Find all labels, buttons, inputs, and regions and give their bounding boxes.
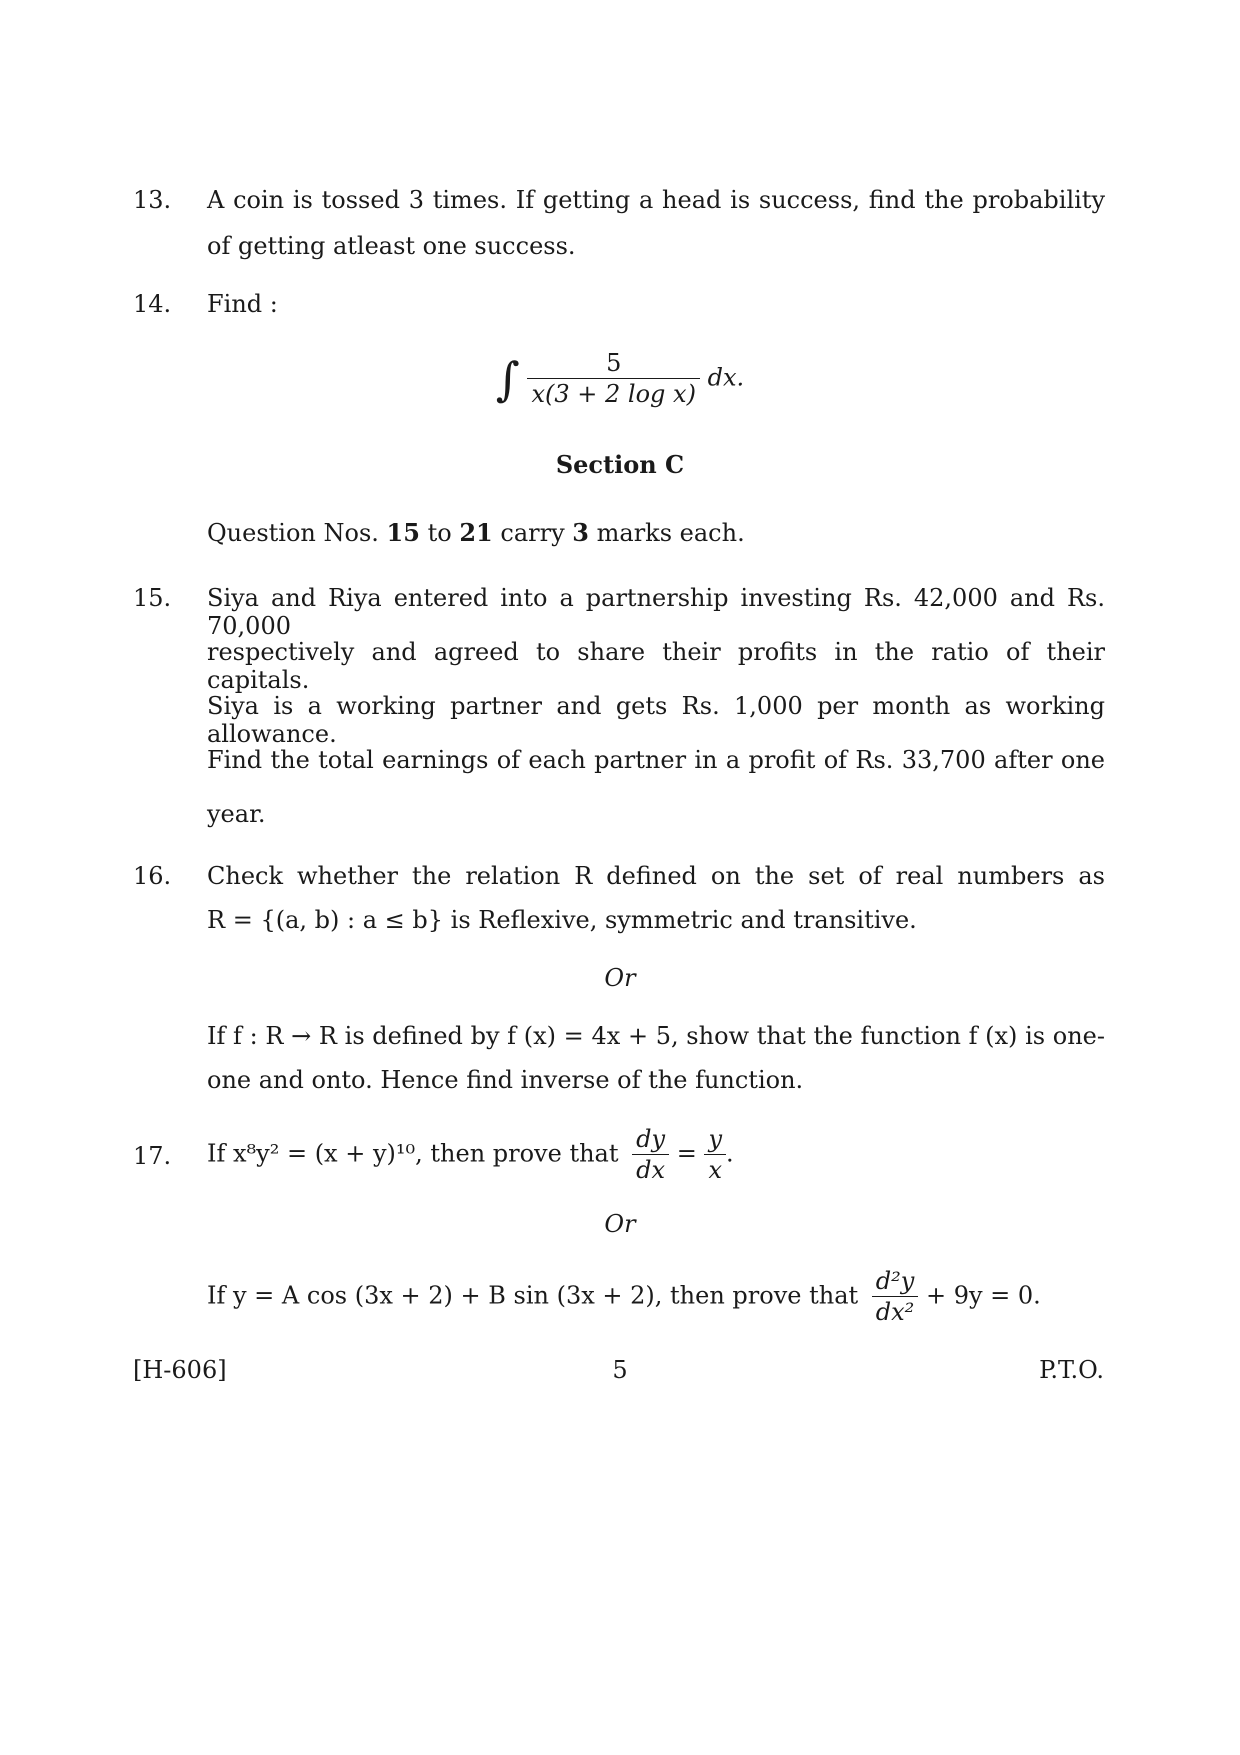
question-17-alt-line (207, 1268, 1041, 1326)
integral-sign: ∫ (495, 351, 520, 406)
question-16-line-1: Check whether the relation R defined on the set of real numbers as (207, 862, 1105, 890)
section-intro-marks: 3 (572, 518, 589, 547)
question-17-alt-suffix: + 9y = 0. (925, 1281, 1041, 1310)
question-15-line-5: year. (207, 800, 266, 828)
section-intro-from: 15 (386, 518, 420, 547)
question-13-line-2: of getting atleast one success. (207, 232, 576, 260)
integral-denominator: x(3 + 2 log x) (527, 378, 699, 407)
question-16-alt-line-2: one and onto. Hence find inverse of the function. (207, 1066, 804, 1094)
please-turn-over: P.T.O. (1039, 1356, 1104, 1384)
question-13-line-1: A coin is tossed 3 times. If getting a head is success, find the probability (207, 186, 1105, 214)
question-15-line-1: Siya and Riya entered into a partnership investing Rs. 42,000 and Rs. 70,000 (207, 584, 1105, 640)
question-14-label: Find : (207, 290, 278, 318)
section-intro-to: 21 (459, 518, 493, 547)
question-17-alt-prefix: If y = A cos (3x + 2) + B sin (3x + 2), then prove that (207, 1281, 859, 1310)
integral-expression (0, 350, 1240, 408)
question-15-line-3: Siya is a working partner and gets Rs. 1,000 per month as working allowance. (207, 692, 1105, 748)
question-16-or: Or (604, 964, 636, 992)
second-derivative-fraction (872, 1268, 919, 1326)
section-intro-carry-word: carry (500, 519, 565, 547)
question-number-15: 15. (133, 584, 172, 612)
question-number-13: 13. (133, 186, 172, 214)
y-x-fraction (704, 1126, 726, 1184)
integral-suffix: dx. (707, 363, 745, 392)
section-intro-prefix: Question Nos. (207, 519, 379, 547)
question-17-line (207, 1126, 734, 1184)
section-intro (207, 518, 745, 547)
question-16-alt-line-1: If f : R → R is defined by f (x) = 4x + 5, show that the function f (x) is one- (207, 1022, 1105, 1050)
question-17-or: Or (604, 1210, 636, 1238)
dy-dx-fraction (632, 1126, 669, 1184)
question-15-line-2: respectively and agreed to share their profits in the ratio of their capitals. (207, 638, 1105, 694)
question-17-prefix: If x⁸y² = (x + y)¹⁰, then prove that (207, 1139, 619, 1168)
question-15-line-4: Find the total earnings of each partner in a profit of Rs. 33,700 after one (207, 746, 1105, 774)
section-title: Section C (555, 450, 685, 479)
question-number-17: 17. (133, 1142, 172, 1170)
integral-numerator: 5 (606, 349, 622, 377)
dy-dx-denominator: dx (632, 1154, 669, 1183)
question-16-line-2: R = {(a, b) : a ≤ b} is Reflexive, symmetric and transitive. (207, 906, 917, 934)
question-number-16: 16. (133, 862, 172, 890)
y-x-denominator: x (704, 1154, 726, 1183)
section-intro-suffix: marks each. (596, 519, 745, 547)
second-derivative-numerator: d²y (875, 1267, 915, 1295)
page-number: 5 (612, 1356, 628, 1384)
integral-fraction (527, 350, 699, 408)
equals-sign: = (676, 1139, 697, 1168)
dy-dx-numerator: dy (636, 1125, 666, 1153)
section-intro-to-word: to (427, 519, 452, 547)
question-17-end: . (726, 1139, 734, 1168)
paper-code: [H-606] (133, 1356, 227, 1384)
y-x-numerator: y (708, 1125, 723, 1153)
question-number-14: 14. (133, 290, 172, 318)
second-derivative-denominator: dx² (872, 1296, 919, 1325)
